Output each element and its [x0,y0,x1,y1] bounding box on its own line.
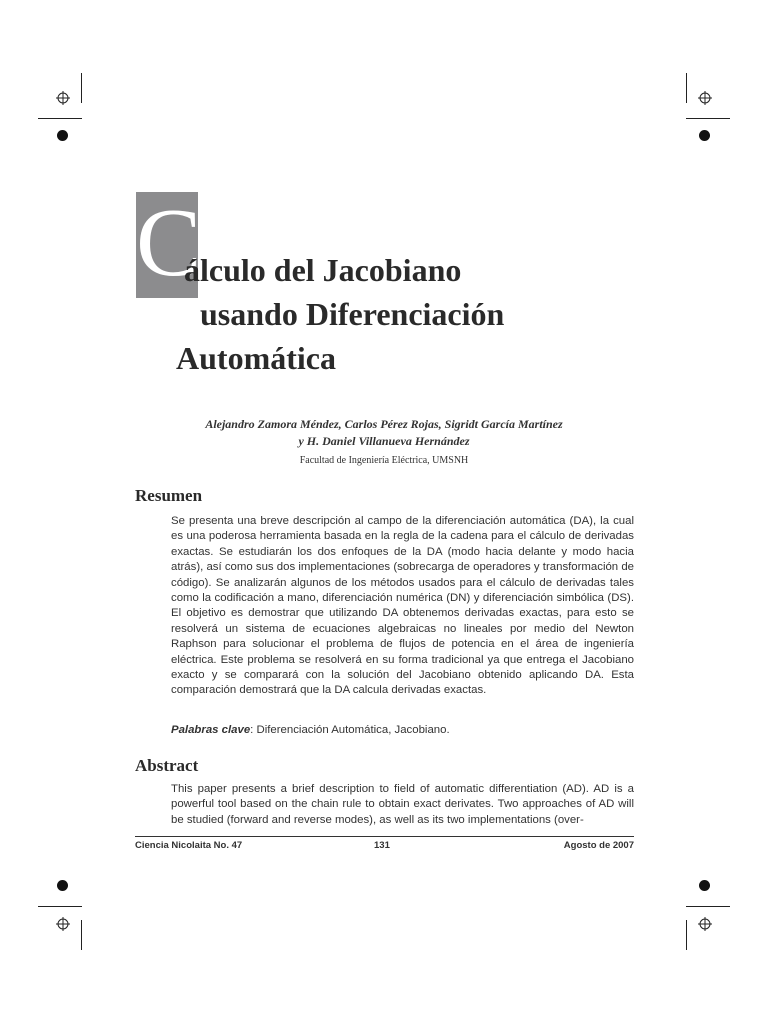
crop-line [38,906,82,907]
dropcap-letter: C [136,189,202,297]
footer-page-number: 131 [374,840,390,851]
keywords [171,724,450,736]
footer-rule [135,836,634,837]
crop-line [686,920,687,950]
article-title [176,248,505,380]
affiliation: Facultad de Ingeniería Eléctrica, UMSNH [299,455,469,466]
crop-line [81,920,82,950]
title-line: Automática [176,340,336,376]
title-line: usando Diferenciación [200,296,505,332]
crop-line [38,118,82,119]
crop-line [686,73,687,103]
crop-line [686,906,730,907]
crop-line [686,118,730,119]
title-line: álculo del Jacobiano [184,252,462,288]
abstract-heading: Abstract [135,756,199,775]
footer-date: Agosto de 2007 [563,840,634,851]
registration-dot-icon [57,880,68,891]
registration-mark-icon [698,917,712,931]
abstract-text: This paper presents a brief description to field of automatic differentiation (AD). AD is a powerful tool based on the chain rule to obtain exact derivates. Two approaches of AD will be studied (forward and reverse modes), as well as its two implementations (over- [171,783,634,826]
keywords-label: Palabras clave [171,724,251,736]
resumen-text: Se presenta una breve descripción al campo de la diferenciación automática (DA), la cual es una poderosa herramienta basada en la regla de la cadena para el cálculo de derivadas exactas. Se estudiarán los dos enfoques de la DA (modo hacia delante y modo hacia atrás), así como sus dos implementaciones (sobrecarga de operadores y transformación de código). Se analizarán algunos de los métodos usados para el cálculo de derivadas tales como la codificación a mano, diferenciación numérica (DN) y diferenciación simbólica (DS). El objetivo es demostrar que utilizando DA obtenemos derivadas exactas, para esto se resolverá un sistema de ecuaciones algebraicas no lineales por medio del Newton Raphson para solucionar el problema de flujos de potencia en el área de ingeniería eléctrica. Este problema se resolverá en su forma tradicional ya que entrega el Jacobiano exacto y se comparará con la solución del Jacobiano obtenido aplicando DA. Esta comparación demostrará que la DA calcula derivadas exactas. [171,515,634,697]
authors-line: y H. Daniel Villanueva Hernández [298,434,470,448]
registration-mark-icon [698,91,712,105]
registration-mark-icon [56,917,70,931]
registration-dot-icon [699,880,710,891]
registration-mark-icon [56,91,70,105]
registration-dot-icon [57,130,68,141]
footer-journal: Ciencia Nicolaita No. 47 [135,840,243,851]
crop-line [81,73,82,103]
keywords-value: : Diferenciación Automática, Jacobiano. [250,724,450,736]
registration-dot-icon [699,130,710,141]
resumen-heading: Resumen [135,486,203,505]
authors [0,416,768,450]
authors-line: Alejandro Zamora Méndez, Carlos Pérez Rojas, Sigridt García Martínez [205,417,563,431]
